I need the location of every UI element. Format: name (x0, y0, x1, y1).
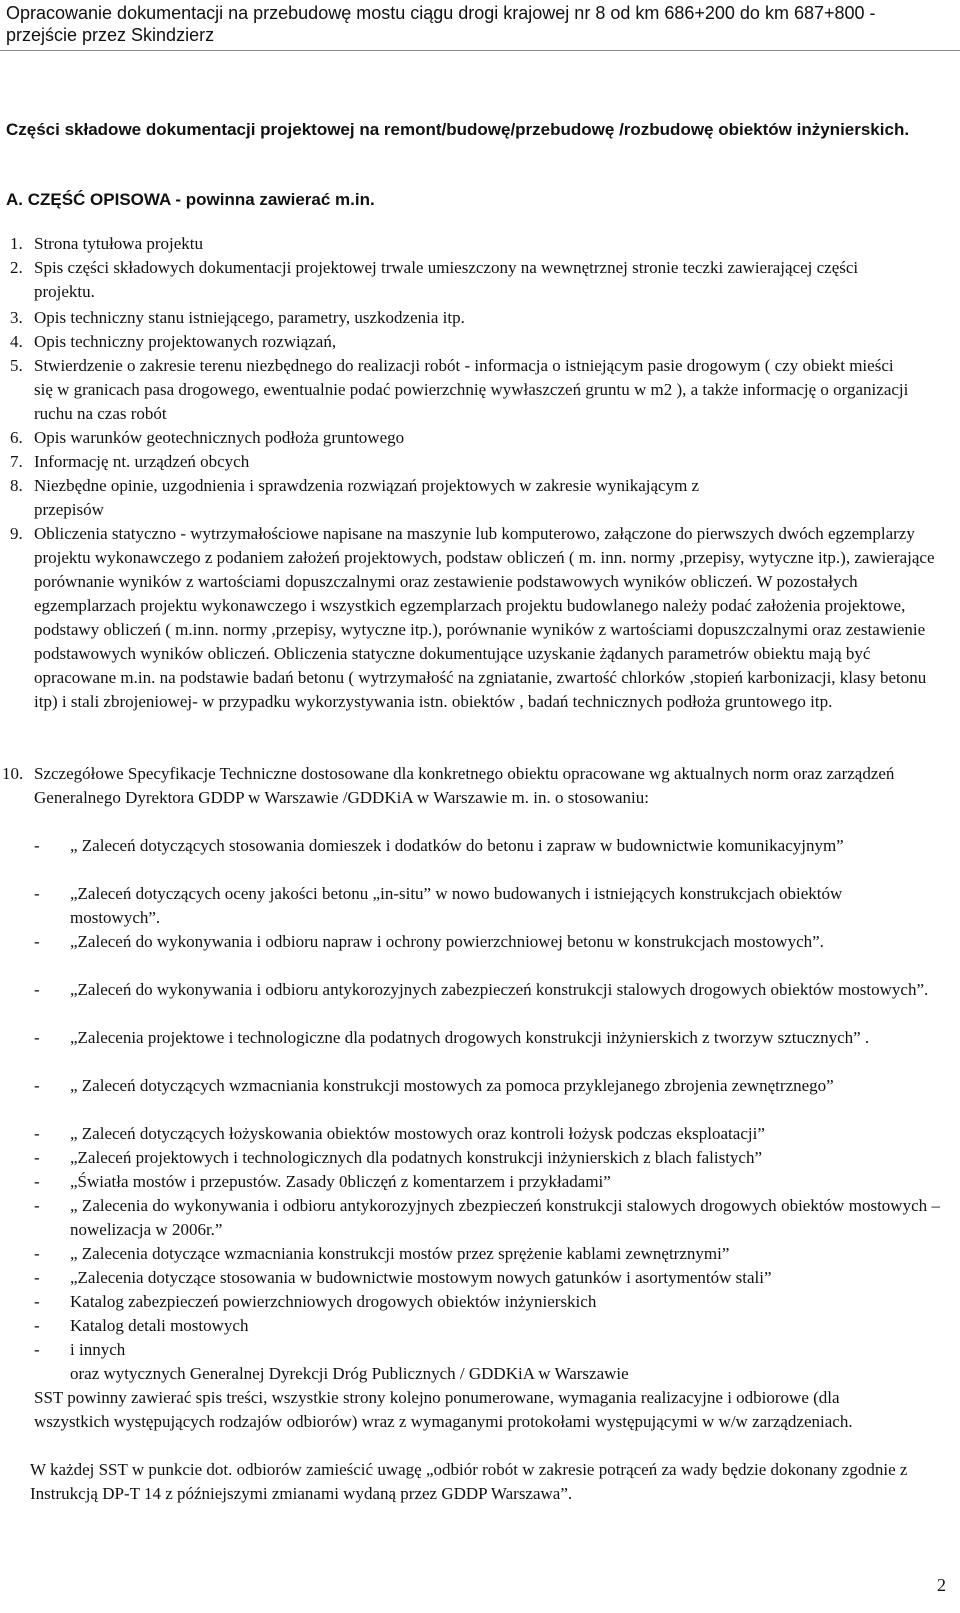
item-text: „Zaleceń do wykonywania i odbioru napraw i ochrony powierzchniowej betonu w konstrukcjach mostowych”. (70, 932, 824, 951)
item-text: „ Zaleceń dotyczących stosowania domieszek i dodatków do betonu i zapraw w budownictwie komunikacyjnym” (70, 836, 844, 855)
sst-paragraph: SST powinny zawierać spis treści, wszystkie strony kolejno ponumerowane, wymagania realizacyjne i odbiorowe (dla wszystkich występujących rodzajów odbiorów) wraz z wymaganymi protokołami występującymi w w/w zarządzeniach. (34, 1388, 853, 1431)
item-text: Stwierdzenie o zakresie terenu niezbędnego do realizacji robót - informacja o istniejącym pasie drogowym ( czy obiekt mieści się w granicach pasa drogowego, ewentualnie podać powierzchnię wywłaszczeń gruntu w m2 ), a także informację o organizacji ruchu na czas robót (34, 356, 909, 423)
item-number: 8. (10, 476, 23, 495)
dash-bullet: - (34, 1124, 40, 1143)
item-text: „Zalecenia dotyczące stosowania w budownictwie mostowym nowych gatunków i asortymentów stali” (70, 1268, 772, 1287)
item-text: „Światła mostów i przepustów. Zasady 0bliczęń z komentarzem i przykładami” (70, 1172, 611, 1191)
dash-bullet: - (34, 1028, 40, 1047)
item-text: „ Zalecenia dotyczące wzmacniania konstrukcji mostów przez sprężenie kablami zewnętrznymi” (70, 1244, 730, 1263)
dash-bullet: - (34, 1172, 40, 1191)
item-number: 1. (10, 234, 23, 253)
dash-bullet: - (34, 1244, 40, 1263)
item-number: 7. (10, 452, 23, 471)
dash-bullet: - (34, 1292, 40, 1311)
item-text: „ Zaleceń dotyczących łożyskowania obiektów mostowych oraz kontroli łożysk podczas eksploatacji” (70, 1124, 765, 1143)
item-text: Opis warunków geotechnicznych podłoża gruntowego (34, 428, 405, 447)
page-number: 2 (937, 1575, 946, 1595)
guidelines-line: oraz wytycznych Generalnej Dyrekcji Dróg Publicznych / GDDKiA w Warszawie (70, 1364, 629, 1383)
item-text: Strona tytułowa projektu (34, 234, 204, 253)
dash-bullet: - (34, 1316, 40, 1335)
item-text: Niezbędne opinie, uzgodnienia i sprawdzenia rozwiązań projektowych w zakresie wynikającym z przepisów (34, 476, 700, 519)
item-text: Katalog zabezpieczeń powierzchniowych drogowych obiektów inżynierskich (70, 1292, 597, 1311)
dash-bullet: - (34, 980, 40, 999)
dash-bullet: - (34, 1340, 40, 1359)
dash-bullet: - (34, 884, 40, 903)
page-header: Opracowanie dokumentacji na przebudowę mostu ciągu drogi krajowej nr 8 od km 686+200 do km 687+800 - przejście przez Skindzierz (6, 3, 876, 45)
item-number: 4. (10, 332, 23, 351)
item-number: 10. (2, 764, 24, 783)
item-number: 6. (10, 428, 23, 447)
item-text: Katalog detali mostowych (70, 1316, 249, 1335)
dash-bullet: - (34, 1196, 40, 1215)
item-number: 9. (10, 524, 23, 543)
header-rule (0, 50, 960, 51)
dash-bullet: - (34, 932, 40, 951)
dash-bullet: - (34, 1148, 40, 1167)
item-text: „Zalecenia projektowe i technologiczne dla podatnych drogowych konstrukcji inżynierskich z tworzyw sztucznych” . (70, 1028, 870, 1047)
item-text: Obliczenia statyczno - wytrzymałościowe napisane na maszynie lub komputerowo, załączone do pierwszych dwóch egzemplarzy projektu wykonawczego z podaniem założeń projektowych, podstaw obliczeń ( m. inn. normy ,przepisy, wytyczne itp.), zawierające porównanie wyników z wartościami dopuszczalnymi oraz zestawienie podstawowych wyników obliczeń. W pozostałych egzemplarzach projektu wykonawczego i wszystkich egzemplarzach projektu budowlanego należy podać założenia projektowe, podstawy obliczeń ( m.inn. normy ,przepisy, wytyczne itp.), porównanie wyników z wartościami dopuszczalnymi oraz zestawienie podstawowych wyników obliczeń. Obliczenia statyczne dokumentujące uzyskanie żądanych parametrów obiektu mają być opracowane m.in. na podstawie badań betonu ( wytrzymałość na zgniatanie, zwartość chlorków ,stopień karbonizacji, klasy betonu itp) i stali zbrojeniowej- w przypadku wykorzystywania istn. obiektów , badań technicznych podłoża gruntowego itp. (34, 524, 935, 711)
dash-bullet: - (34, 1076, 40, 1095)
item-text: „Zaleceń dotyczących oceny jakości betonu „in-situ” w nowo budowanych i istniejących konstrukcjach obiektów mostowych”. (70, 884, 843, 927)
document-title: Części składowe dokumentacji projektowej na remont/budowę/przebudowę /rozbudowę obiektów inżynierskich. (6, 120, 910, 139)
item-text: „Zaleceń do wykonywania i odbioru antykorozyjnych zabezpieczeń konstrukcji stalowych drogowych obiektów mostowych”. (70, 980, 929, 999)
item-text: „ Zaleceń dotyczących wzmacniania konstrukcji mostowych za pomoca przyklejanego zbrojenia zewnętrznego” (70, 1076, 834, 1095)
section-heading: A. CZĘŚĆ OPISOWA - powinna zawierać m.in. (6, 190, 375, 209)
item-text: „ Zalecenia do wykonywania i odbioru antykorozyjnych zbezpieczeń konstrukcji stalowych drogowych obiektów mostowych – nowelizacja w 2006r.” (70, 1196, 940, 1239)
item-text: Szczegółowe Specyfikacje Techniczne dostosowane dla konkretnego obiektu opracowane wg aktualnych norm oraz zarządzeń Generalnego Dyrektora GDDP w Warszawie /GDDKiA w Warszawie m. in. o stosowaniu: (34, 764, 895, 807)
item-text: Spis części składowych dokumentacji projektowej trwale umieszczony na wewnętrznej stronie teczki zawierającej części projektu. (34, 258, 859, 301)
item-text: „Zaleceń projektowych i technologicznych dla podatnych konstrukcji inżynierskich z blach falistych” (70, 1148, 763, 1167)
item-text: Informację nt. urządzeń obcych (34, 452, 250, 471)
item-number: 5. (10, 356, 23, 375)
item-text: Opis techniczny stanu istniejącego, parametry, uszkodzenia itp. (34, 308, 465, 327)
item-text: Opis techniczny projektowanych rozwiązań, (34, 332, 337, 351)
dash-bullet: - (34, 836, 40, 855)
item-number: 3. (10, 308, 23, 327)
sst-note-paragraph: W każdej SST w punkcie dot. odbiorów zamieścić uwagę „odbiór robót w zakresie potrąceń za wady będzie dokonany zgodnie z Instrukcją DP-T 14 z późniejszymi zmianami wydaną przez GDDP Warszawa”. (30, 1460, 908, 1503)
dash-bullet: - (34, 1268, 40, 1287)
item-number: 2. (10, 258, 23, 277)
item-text: i innych (70, 1340, 126, 1359)
